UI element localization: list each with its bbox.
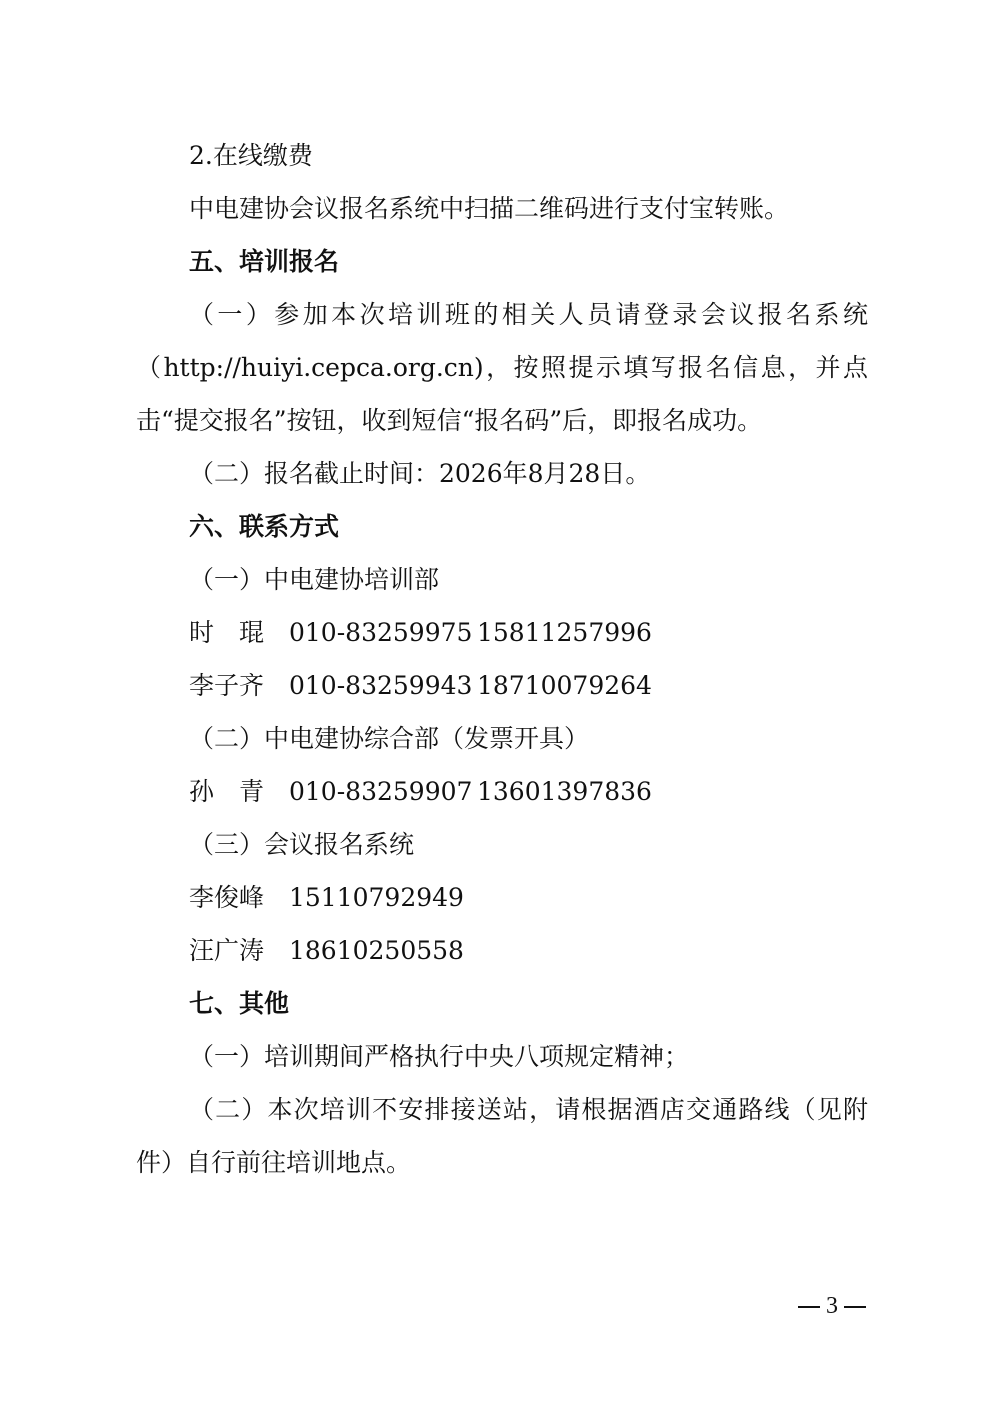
contact-row <box>189 670 652 702</box>
training-dept-subheading: （一）中电建协培训部 <box>189 565 440 594</box>
contact-office-phone: 010-83259975 <box>289 618 473 647</box>
registration-system-subheading: （三）会议报名系统 <box>189 830 415 859</box>
registration-deadline-text: （二）报名截止时间：2026年8月28日。 <box>189 459 651 488</box>
section-7-heading: 七、其他 <box>189 989 290 1018</box>
other-item-2-line-1: （二）本次培训不安排接送站，请根据酒店交通路线（见附 <box>189 1095 868 1124</box>
contact-mobile-phone: 18710079264 <box>477 671 652 700</box>
page-number-dash-left <box>798 1306 820 1308</box>
contact-row <box>189 617 652 649</box>
contact-mobile-phone: 15811257996 <box>477 618 652 647</box>
contact-row <box>189 935 464 967</box>
contact-row <box>189 882 464 914</box>
contact-office-phone: 010-83259943 <box>289 671 473 700</box>
page-number-dash-right <box>844 1306 866 1308</box>
registration-paragraph-line-2: （http://huiyi.cepca.org.cn)，按照提示填写报名信息，并点 <box>136 353 868 382</box>
contact-name: 李俊峰 <box>189 883 265 912</box>
contact-name: 时 琨 <box>189 618 265 647</box>
page-number-value: 3 <box>826 1293 838 1319</box>
payment-instruction-text: 中电建协会议报名系统中扫描二维码进行支付宝转账。 <box>189 194 790 223</box>
contact-name: 汪广涛 <box>189 936 265 965</box>
contact-name: 孙 青 <box>189 777 265 806</box>
section-6-heading: 六、联系方式 <box>189 512 340 541</box>
other-item-1-text: （一）培训期间严格执行中央八项规定精神； <box>189 1042 690 1071</box>
contact-mobile-phone: 15110792949 <box>289 883 464 912</box>
registration-paragraph-line-1: （一）参加本次培训班的相关人员请登录会议报名系统 <box>189 300 868 329</box>
general-dept-subheading: （二）中电建协综合部（发票开具） <box>189 724 590 753</box>
contact-row <box>189 776 652 808</box>
section-payment-online-heading: 2.在线缴费 <box>189 141 313 170</box>
section-5-heading: 五、培训报名 <box>189 247 340 276</box>
contact-name: 李子齐 <box>189 671 265 700</box>
page-number <box>798 1293 866 1320</box>
contact-office-phone: 010-83259907 <box>289 777 473 806</box>
other-item-2-line-2: 件）自行前往培训地点。 <box>136 1148 412 1177</box>
contact-mobile-phone: 13601397836 <box>477 777 652 806</box>
registration-paragraph-line-3: 击“提交报名”按钮，收到短信“报名码”后，即报名成功。 <box>136 406 763 435</box>
contact-mobile-phone: 18610250558 <box>289 936 464 965</box>
